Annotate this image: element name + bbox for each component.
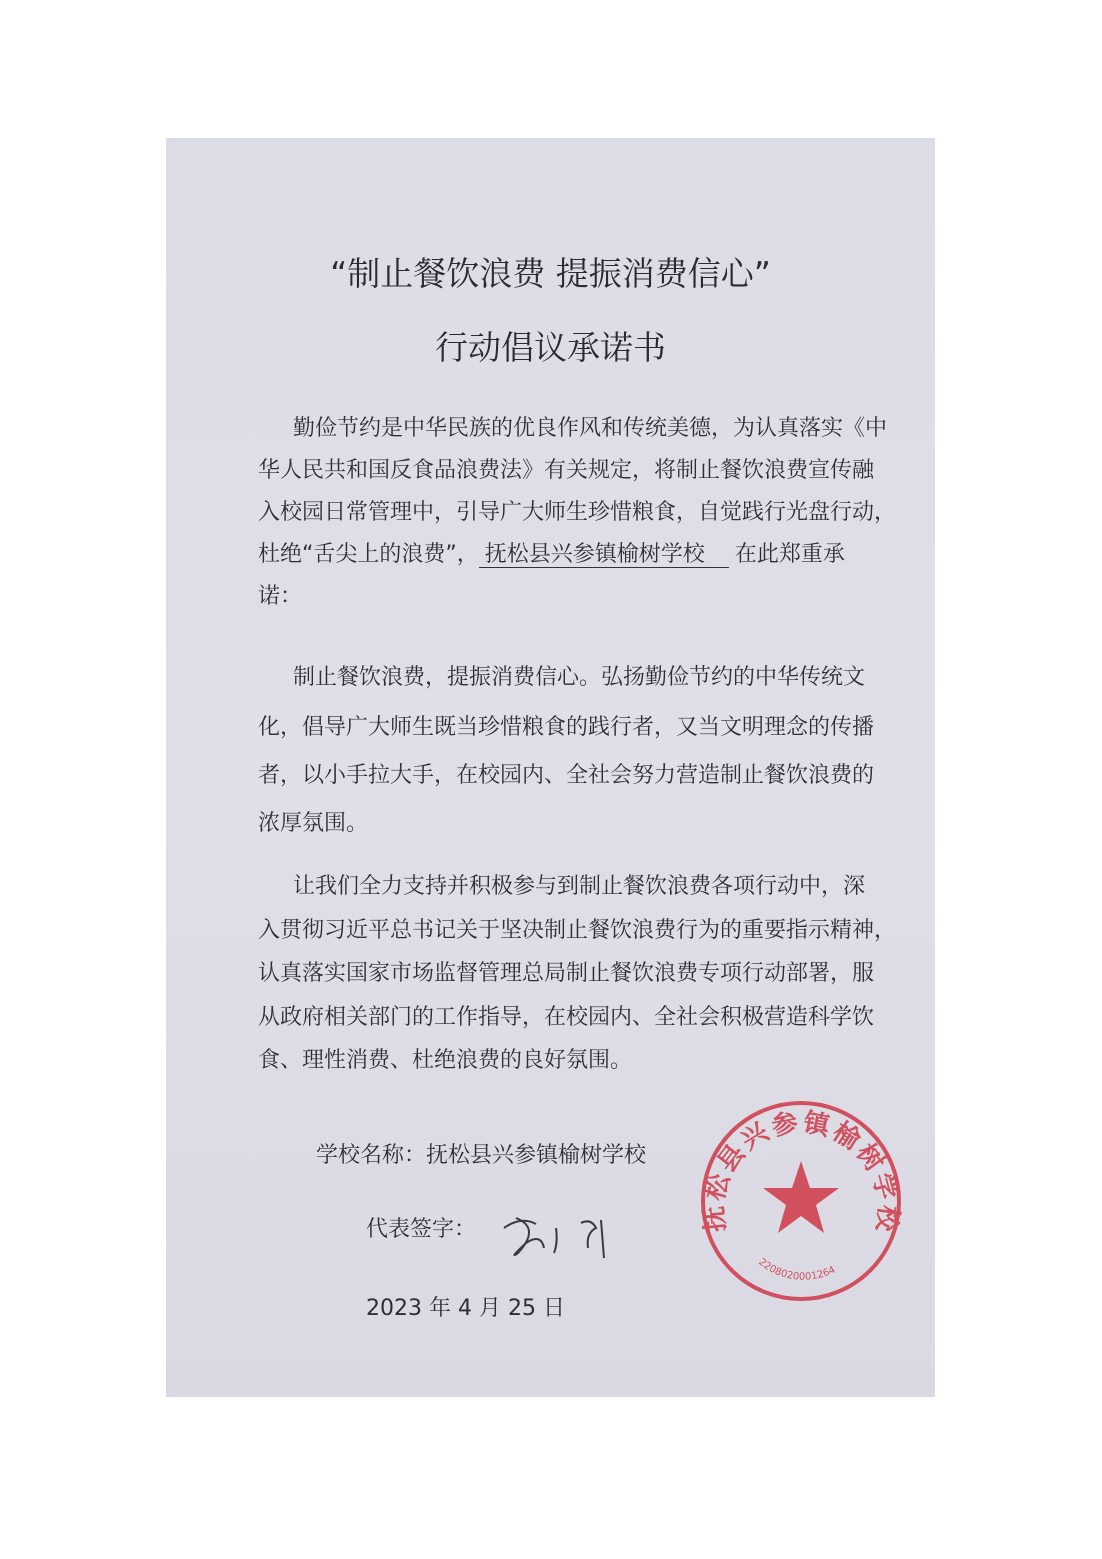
paragraph-1-line (258, 537, 845, 568)
paragraph-2-line: 化，倡导广大师生既当珍惜粮食的践行者，又当文明理念的传播 (258, 715, 875, 740)
title-line-1: “制止餐饮浪费 提振消费信心” (330, 254, 771, 293)
school-name-underlined: 抚松县兴参镇榆树学校 (479, 542, 729, 568)
seal-text: 抚松县兴参镇榆树学校 (699, 1107, 904, 1237)
paragraph-3-line: 入贯彻习近平总书记关于坚决制止餐饮浪费行为的重要指示精神， (258, 918, 897, 943)
title-line-2: 行动倡议承诺书 (435, 328, 666, 367)
paragraph-1-line: 勤俭节约是中华民族的优良作风和传统美德，为认真落实《中 (293, 416, 888, 441)
svg-text:2208020001264 (756, 1257, 837, 1283)
school-name-value: 抚松县兴参镇榆树学校 (426, 1143, 647, 1168)
paragraph-3-line: 认真落实国家市场监督管理总局制止餐饮浪费专项行动部署，服 (258, 961, 875, 986)
school-name-label: 学校名称： (316, 1143, 427, 1168)
paragraph-2-line: 浓厚氛围。 (258, 811, 369, 836)
paragraph-1-suffix: 在此郑重承 (734, 542, 845, 567)
document-page (166, 138, 935, 1397)
paragraph-1-line: 诺： (258, 584, 303, 609)
seal-number: 2208020001264 (756, 1256, 838, 1283)
paragraph-3-line: 食、理性消费、杜绝浪费的良好氛围。 (258, 1048, 633, 1073)
signature-label: 代表签字： (366, 1217, 477, 1242)
handwritten-signature (496, 1198, 626, 1268)
paragraph-3-line: 从政府相关部门的工作指导，在校园内、全社会积极营造科学饮 (258, 1005, 875, 1030)
paragraph-1-prefix: 杜绝“舌尖上的浪费”， (258, 542, 479, 567)
paragraph-2-line: 者，以小手拉大手，在校园内、全社会努力营造制止餐饮浪费的 (258, 763, 875, 788)
paragraph-1-line: 华人民共和国反食品浪费法》有关规定，将制止餐饮浪费宣传融 (258, 458, 875, 483)
date: 2023 年 4 月 25 日 (366, 1296, 565, 1321)
paragraph-3-line: 让我们全力支持并积极参与到制止餐饮浪费各项行动中，深 (293, 874, 866, 899)
school-name-row (316, 1138, 646, 1169)
paragraph-1-line: 入校园日常管理中，引导广大师生珍惜粮食，自觉践行光盘行动， (258, 500, 897, 525)
official-seal (696, 1096, 906, 1306)
paragraph-2-line: 制止餐饮浪费，提振消费信心。弘扬勤俭节约的中华传统文 (293, 665, 866, 690)
